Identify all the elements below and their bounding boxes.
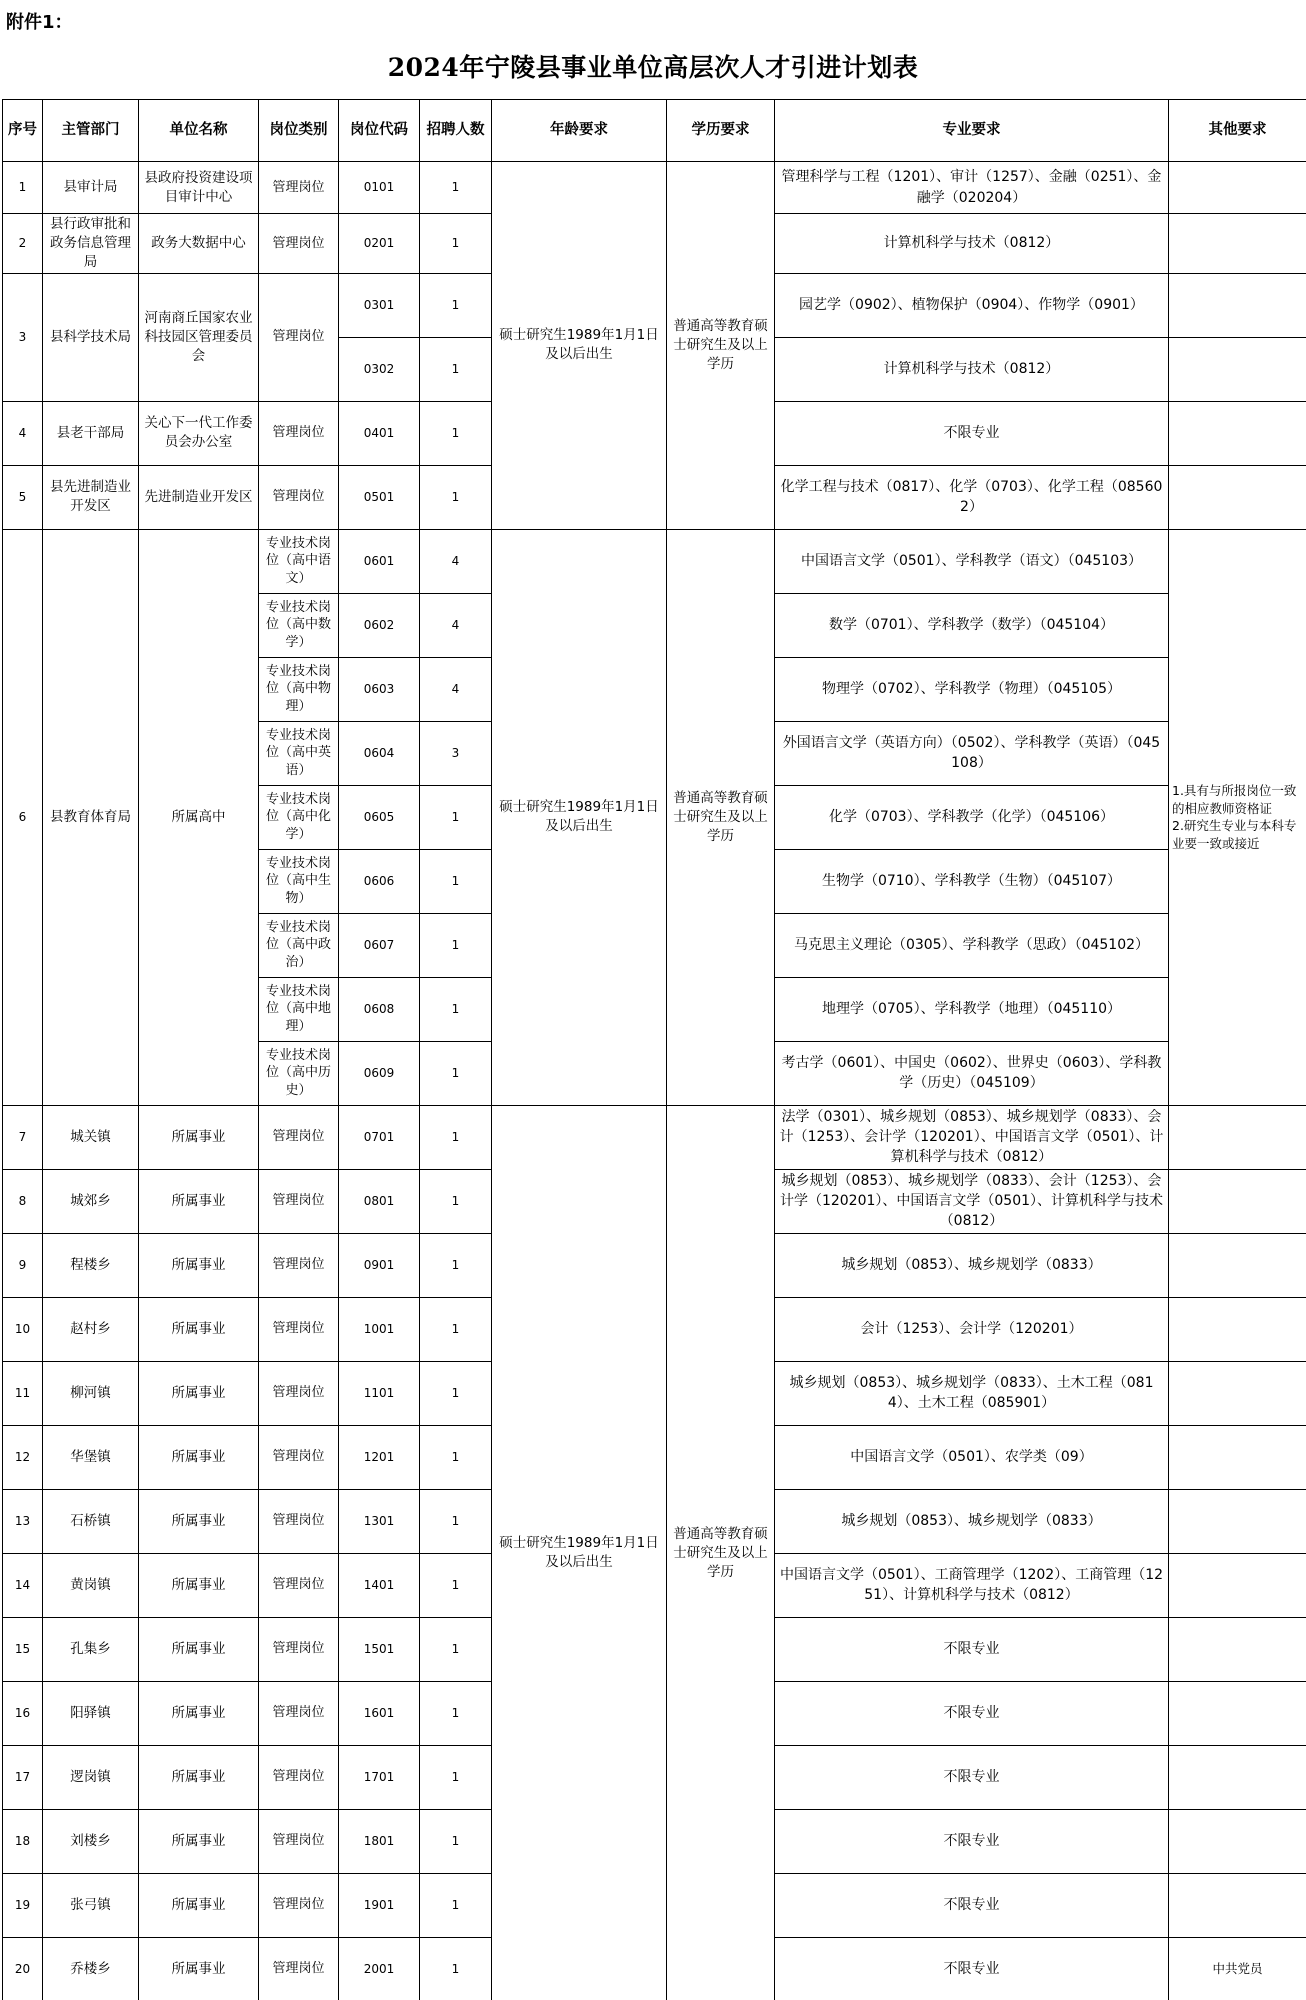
cell-major: 不限专业 (775, 1809, 1169, 1873)
cell-unit: 所属事业 (139, 1105, 259, 1169)
cell-major: 化学工程与技术（0817）、化学（0703）、化学工程（085602） (775, 465, 1169, 529)
cell-type: 管理岗位 (259, 1233, 339, 1297)
cell-type: 专业技术岗位（高中生物） (259, 849, 339, 913)
cell-code: 1101 (339, 1361, 420, 1425)
cell-dept: 黄岗镇 (43, 1553, 139, 1617)
cell-count: 3 (420, 721, 492, 785)
cell-code: 1301 (339, 1489, 420, 1553)
cell-seq: 9 (3, 1233, 43, 1297)
cell-unit: 所属事业 (139, 1617, 259, 1681)
cell-dept: 张弓镇 (43, 1873, 139, 1937)
cell-type: 管理岗位 (259, 1169, 339, 1233)
cell-count: 1 (420, 785, 492, 849)
cell-dept: 华堡镇 (43, 1425, 139, 1489)
cell-other (1169, 1361, 1306, 1425)
cell-type: 专业技术岗位（高中语文） (259, 529, 339, 593)
cell-unit: 关心下一代工作委员会办公室 (139, 401, 259, 465)
cell-other (1169, 273, 1306, 337)
cell-code: 0603 (339, 657, 420, 721)
cell-code: 1901 (339, 1873, 420, 1937)
cell-code: 0606 (339, 849, 420, 913)
cell-seq: 19 (3, 1873, 43, 1937)
cell-dept: 石桥镇 (43, 1489, 139, 1553)
cell-unit: 所属事业 (139, 1873, 259, 1937)
header-seq: 序号 (3, 100, 43, 162)
cell-code: 0101 (339, 162, 420, 214)
cell-count: 1 (420, 1169, 492, 1233)
cell-count: 1 (420, 1809, 492, 1873)
cell-other (1169, 162, 1306, 214)
cell-major: 会计（1253）、会计学（120201） (775, 1297, 1169, 1361)
table-row (3, 162, 1306, 214)
cell-count: 1 (420, 214, 492, 274)
cell-other (1169, 337, 1306, 401)
cell-major: 城乡规划（0853）、城乡规划学（0833）、土木工程（0814）、土木工程（085901） (775, 1361, 1169, 1425)
cell-unit: 所属事业 (139, 1425, 259, 1489)
cell-other: 1.具有与所报岗位一致的相应教师资格证 2.研究生专业与本科专业要一致或接近 (1169, 529, 1306, 1105)
table-header-row (3, 100, 1306, 162)
cell-seq: 3 (3, 273, 43, 401)
cell-other (1169, 401, 1306, 465)
cell-major: 不限专业 (775, 1937, 1169, 2000)
cell-code: 0501 (339, 465, 420, 529)
cell-count: 1 (420, 1745, 492, 1809)
cell-code: 0609 (339, 1041, 420, 1105)
cell-seq: 13 (3, 1489, 43, 1553)
cell-major: 不限专业 (775, 1617, 1169, 1681)
cell-code: 1001 (339, 1297, 420, 1361)
cell-type: 专业技术岗位（高中政治） (259, 913, 339, 977)
cell-dept: 刘楼乡 (43, 1809, 139, 1873)
cell-major: 不限专业 (775, 401, 1169, 465)
cell-major: 城乡规划（0853）、城乡规划学（0833） (775, 1233, 1169, 1297)
cell-type: 专业技术岗位（高中英语） (259, 721, 339, 785)
cell-seq: 4 (3, 401, 43, 465)
cell-unit: 县政府投资建设项目审计中心 (139, 162, 259, 214)
cell-type: 管理岗位 (259, 1297, 339, 1361)
cell-count: 1 (420, 977, 492, 1041)
cell-code: 0608 (339, 977, 420, 1041)
cell-type: 管理岗位 (259, 214, 339, 274)
cell-unit: 政务大数据中心 (139, 214, 259, 274)
cell-code: 0301 (339, 273, 420, 337)
cell-count: 1 (420, 1873, 492, 1937)
cell-code: 0801 (339, 1169, 420, 1233)
cell-unit: 所属事业 (139, 1233, 259, 1297)
cell-count: 1 (420, 1489, 492, 1553)
cell-type: 管理岗位 (259, 1937, 339, 2000)
cell-dept: 赵村乡 (43, 1297, 139, 1361)
cell-other (1169, 1233, 1306, 1297)
cell-type: 管理岗位 (259, 401, 339, 465)
cell-major: 不限专业 (775, 1681, 1169, 1745)
cell-count: 1 (420, 162, 492, 214)
cell-count: 1 (420, 913, 492, 977)
cell-dept: 阳驿镇 (43, 1681, 139, 1745)
cell-major: 计算机科学与技术（0812） (775, 214, 1169, 274)
cell-unit: 所属事业 (139, 1809, 259, 1873)
cell-major: 中国语言文学（0501）、农学类（09） (775, 1425, 1169, 1489)
cell-code: 0605 (339, 785, 420, 849)
cell-code: 1701 (339, 1745, 420, 1809)
recruitment-table (2, 99, 1306, 2000)
cell-seq: 17 (3, 1745, 43, 1809)
cell-seq: 8 (3, 1169, 43, 1233)
cell-major: 不限专业 (775, 1745, 1169, 1809)
cell-seq: 5 (3, 465, 43, 529)
cell-unit: 所属事业 (139, 1169, 259, 1233)
cell-age: 硕士研究生1989年1月1日及以后出生 (492, 162, 667, 530)
cell-seq: 20 (3, 1937, 43, 2000)
cell-other (1169, 1681, 1306, 1745)
cell-code: 0302 (339, 337, 420, 401)
cell-major: 城乡规划（0853）、城乡规划学（0833） (775, 1489, 1169, 1553)
cell-major: 化学（0703）、学科教学（化学）（045106） (775, 785, 1169, 849)
cell-seq: 18 (3, 1809, 43, 1873)
cell-major: 数学（0701）、学科教学（数学）（045104） (775, 593, 1169, 657)
cell-dept: 县行政审批和政务信息管理局 (43, 214, 139, 274)
cell-age: 硕士研究生1989年1月1日及以后出生 (492, 529, 667, 1105)
cell-count: 4 (420, 529, 492, 593)
cell-count: 1 (420, 1233, 492, 1297)
cell-dept: 县教育体育局 (43, 529, 139, 1105)
cell-age: 硕士研究生1989年1月1日及以后出生 (492, 1105, 667, 2000)
header-unit: 单位名称 (139, 100, 259, 162)
cell-major: 中国语言文学（0501）、学科教学（语文）（045103） (775, 529, 1169, 593)
cell-count: 1 (420, 337, 492, 401)
cell-code: 0701 (339, 1105, 420, 1169)
cell-major: 计算机科学与技术（0812） (775, 337, 1169, 401)
cell-type: 管理岗位 (259, 1361, 339, 1425)
table-row (3, 529, 1306, 593)
cell-code: 1601 (339, 1681, 420, 1745)
header-age: 年龄要求 (492, 100, 667, 162)
header-type: 岗位类别 (259, 100, 339, 162)
cell-seq: 11 (3, 1361, 43, 1425)
cell-unit: 所属事业 (139, 1489, 259, 1553)
cell-code: 1501 (339, 1617, 420, 1681)
cell-unit: 河南商丘国家农业科技园区管理委员会 (139, 273, 259, 401)
header-code: 岗位代码 (339, 100, 420, 162)
cell-seq: 15 (3, 1617, 43, 1681)
cell-count: 1 (420, 465, 492, 529)
cell-count: 1 (420, 1937, 492, 2000)
cell-seq: 2 (3, 214, 43, 274)
cell-other (1169, 1809, 1306, 1873)
cell-count: 1 (420, 1425, 492, 1489)
cell-unit: 所属事业 (139, 1361, 259, 1425)
cell-count: 1 (420, 1041, 492, 1105)
cell-other (1169, 1425, 1306, 1489)
cell-type: 专业技术岗位（高中物理） (259, 657, 339, 721)
cell-other (1169, 1873, 1306, 1937)
cell-other (1169, 1489, 1306, 1553)
cell-edu: 普通高等教育硕士研究生及以上学历 (667, 1105, 775, 2000)
cell-code: 0601 (339, 529, 420, 593)
cell-code: 1201 (339, 1425, 420, 1489)
header-major: 专业要求 (775, 100, 1169, 162)
cell-dept: 程楼乡 (43, 1233, 139, 1297)
cell-seq: 10 (3, 1297, 43, 1361)
cell-type: 专业技术岗位（高中化学） (259, 785, 339, 849)
cell-type: 管理岗位 (259, 465, 339, 529)
cell-count: 1 (420, 401, 492, 465)
cell-major: 马克思主义理论（0305）、学科教学（思政）（045102） (775, 913, 1169, 977)
cell-type: 管理岗位 (259, 1105, 339, 1169)
cell-seq: 16 (3, 1681, 43, 1745)
cell-count: 4 (420, 657, 492, 721)
cell-other (1169, 1297, 1306, 1361)
cell-major: 管理科学与工程（1201）、审计（1257）、金融（0251）、金融学（020204） (775, 162, 1169, 214)
cell-code: 1401 (339, 1553, 420, 1617)
cell-count: 1 (420, 1681, 492, 1745)
cell-major: 中国语言文学（0501）、工商管理学（1202）、工商管理（1251）、计算机科学与技术（0812） (775, 1553, 1169, 1617)
table-row (3, 1105, 1306, 1169)
cell-major: 不限专业 (775, 1873, 1169, 1937)
cell-code: 2001 (339, 1937, 420, 2000)
cell-dept: 县老干部局 (43, 401, 139, 465)
cell-code: 0901 (339, 1233, 420, 1297)
cell-type: 专业技术岗位（高中历史） (259, 1041, 339, 1105)
cell-code: 1801 (339, 1809, 420, 1873)
cell-type: 管理岗位 (259, 1425, 339, 1489)
cell-dept: 县先进制造业开发区 (43, 465, 139, 529)
cell-dept: 乔楼乡 (43, 1937, 139, 2000)
cell-count: 4 (420, 593, 492, 657)
cell-code: 0401 (339, 401, 420, 465)
cell-dept: 逻岗镇 (43, 1745, 139, 1809)
cell-major: 园艺学（0902）、植物保护（0904）、作物学（0901） (775, 273, 1169, 337)
cell-code: 0604 (339, 721, 420, 785)
header-edu: 学历要求 (667, 100, 775, 162)
cell-major: 考古学（0601）、中国史（0602）、世界史（0603）、学科教学（历史）（045109） (775, 1041, 1169, 1105)
cell-dept: 孔集乡 (43, 1617, 139, 1681)
cell-type: 管理岗位 (259, 1809, 339, 1873)
cell-count: 1 (420, 1617, 492, 1681)
cell-unit: 所属事业 (139, 1937, 259, 2000)
cell-seq: 1 (3, 162, 43, 214)
cell-dept: 柳河镇 (43, 1361, 139, 1425)
cell-major: 城乡规划（0853）、城乡规划学（0833）、会计（1253）、会计学（120201）、中国语言文学（0501）、计算机科学与技术（0812） (775, 1169, 1169, 1233)
cell-other (1169, 1745, 1306, 1809)
cell-code: 0201 (339, 214, 420, 274)
cell-seq: 7 (3, 1105, 43, 1169)
cell-unit: 所属高中 (139, 529, 259, 1105)
table-body (3, 162, 1306, 2000)
cell-major: 地理学（0705）、学科教学（地理）（045110） (775, 977, 1169, 1041)
header-count: 招聘人数 (420, 100, 492, 162)
cell-dept: 县审计局 (43, 162, 139, 214)
cell-code: 0607 (339, 913, 420, 977)
cell-edu: 普通高等教育硕士研究生及以上学历 (667, 529, 775, 1105)
cell-dept: 城郊乡 (43, 1169, 139, 1233)
cell-major: 物理学（0702）、学科教学（物理）（045105） (775, 657, 1169, 721)
cell-unit: 先进制造业开发区 (139, 465, 259, 529)
cell-dept: 县科学技术局 (43, 273, 139, 401)
cell-other (1169, 1169, 1306, 1233)
cell-count: 1 (420, 273, 492, 337)
cell-major: 外国语言文学（英语方向）（0502）、学科教学（英语）（045108） (775, 721, 1169, 785)
cell-type: 管理岗位 (259, 1873, 339, 1937)
cell-count: 1 (420, 1297, 492, 1361)
cell-code: 0602 (339, 593, 420, 657)
cell-count: 1 (420, 1361, 492, 1425)
cell-type: 管理岗位 (259, 273, 339, 401)
cell-type: 专业技术岗位（高中地理） (259, 977, 339, 1041)
cell-seq: 12 (3, 1425, 43, 1489)
cell-unit: 所属事业 (139, 1681, 259, 1745)
cell-major: 生物学（0710）、学科教学（生物）（045107） (775, 849, 1169, 913)
cell-seq: 6 (3, 529, 43, 1105)
header-other: 其他要求 (1169, 100, 1306, 162)
attachment-label: 附件1： (6, 12, 73, 33)
cell-type: 管理岗位 (259, 1553, 339, 1617)
cell-count: 1 (420, 1553, 492, 1617)
cell-unit: 所属事业 (139, 1297, 259, 1361)
cell-count: 1 (420, 1105, 492, 1169)
cell-other (1169, 214, 1306, 274)
cell-type: 管理岗位 (259, 1681, 339, 1745)
cell-seq: 14 (3, 1553, 43, 1617)
cell-edu: 普通高等教育硕士研究生及以上学历 (667, 162, 775, 530)
cell-count: 1 (420, 849, 492, 913)
cell-type: 管理岗位 (259, 1745, 339, 1809)
cell-other: 中共党员 (1169, 1937, 1306, 2000)
cell-major: 法学（0301）、城乡规划（0853）、城乡规划学（0833）、会计（1253）、会计学（120201）、中国语言文学（0501）、计算机科学与技术（0812） (775, 1105, 1169, 1169)
header-dept: 主管部门 (43, 100, 139, 162)
cell-unit: 所属事业 (139, 1553, 259, 1617)
cell-unit: 所属事业 (139, 1745, 259, 1809)
page-title: 2024年宁陵县事业单位高层次人才引进计划表 (387, 53, 919, 82)
cell-type: 专业技术岗位（高中数学） (259, 593, 339, 657)
cell-type: 管理岗位 (259, 162, 339, 214)
cell-dept: 城关镇 (43, 1105, 139, 1169)
cell-other (1169, 1553, 1306, 1617)
cell-other (1169, 1617, 1306, 1681)
cell-type: 管理岗位 (259, 1489, 339, 1553)
cell-other (1169, 1105, 1306, 1169)
cell-type: 管理岗位 (259, 1617, 339, 1681)
cell-other (1169, 465, 1306, 529)
